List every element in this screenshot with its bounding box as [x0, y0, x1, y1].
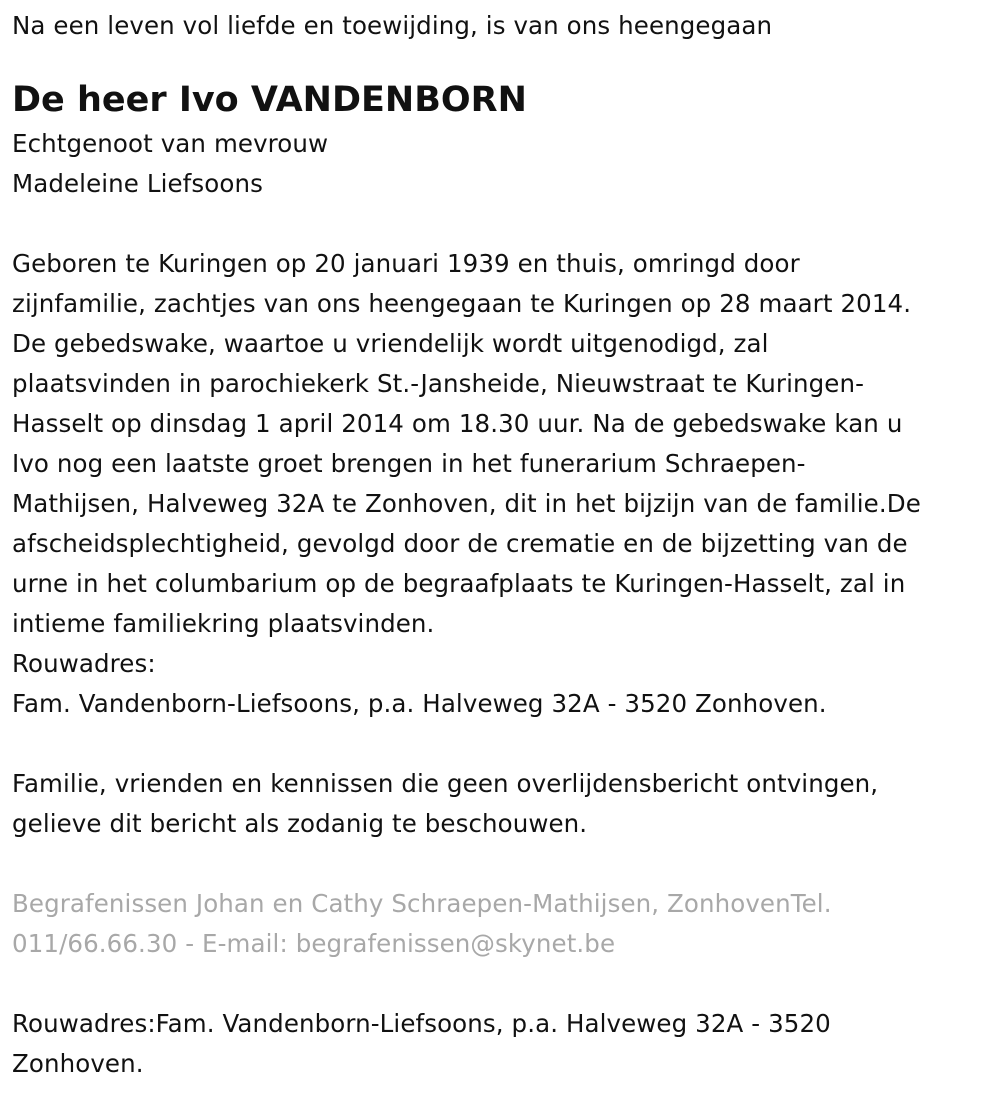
mourning-address-label: Rouwadres:: [12, 649, 156, 678]
spacer: [12, 724, 988, 764]
body-line: Ivo nog een laatste groet brengen in het funerarium Schraepen-: [12, 449, 806, 478]
intro-text: Na een leven vol liefde en toewijding, is van ons heengegaan: [12, 11, 773, 40]
footer-address-line: Zonhoven.: [12, 1049, 144, 1078]
notice-line: gelieve dit bericht als zodanig te beschouwen.: [12, 809, 588, 838]
obituary-body: [12, 244, 988, 644]
body-line: Geboren te Kuringen op 20 januari 1939 en thuis, omringd door: [12, 249, 800, 278]
body-line: intieme familiekring plaatsvinden.: [12, 609, 435, 638]
funeral-home-info: [12, 884, 988, 964]
body-line: De gebedswake, waartoe u vriendelijk wordt uitgenodigd, zal: [12, 329, 769, 358]
body-line: Hasselt op dinsdag 1 april 2014 om 18.30 uur. Na de gebedswake kan u: [12, 409, 903, 438]
mourning-address-value: Fam. Vandenborn-Liefsoons, p.a. Halveweg 32A - 3520 Zonhoven.: [12, 689, 827, 718]
funeral-home-line: Begrafenissen Johan en Cathy Schraepen-Mathijsen, ZonhovenTel.: [12, 889, 832, 918]
spouse-line-2: Madeleine Liefsoons: [12, 169, 263, 198]
body-line: zijnfamilie, zachtjes van ons heengegaan te Kuringen op 28 maart 2014.: [12, 289, 912, 318]
spouse-line-1: Echtgenoot van mevrouw: [12, 129, 329, 158]
spacer: [12, 844, 988, 884]
body-line: afscheidsplechtigheid, gevolgd door de crematie en de bijzetting van de: [12, 529, 908, 558]
spacer: [12, 204, 988, 244]
footer-address: [12, 1004, 988, 1084]
funeral-home-contact: 011/66.66.30 - E-mail: begrafenissen@skynet.be: [12, 929, 616, 958]
notice: [12, 764, 988, 844]
notice-line: Familie, vrienden en kennissen die geen overlijdensbericht ontvingen,: [12, 769, 879, 798]
body-line: urne in het columbarium op de begraafplaats te Kuringen-Hasselt, zal in: [12, 569, 906, 598]
body-line: Mathijsen, Halveweg 32A te Zonhoven, dit in het bijzijn van de familie.De: [12, 489, 921, 518]
deceased-name: De heer Ivo VANDENBORN: [12, 80, 527, 120]
body-line: plaatsvinden in parochiekerk St.-Jansheide, Nieuwstraat te Kuringen-: [12, 369, 865, 398]
footer-address-line: Rouwadres:Fam. Vandenborn-Liefsoons, p.a. Halveweg 32A - 3520: [12, 1009, 831, 1038]
spacer: [12, 964, 988, 1004]
